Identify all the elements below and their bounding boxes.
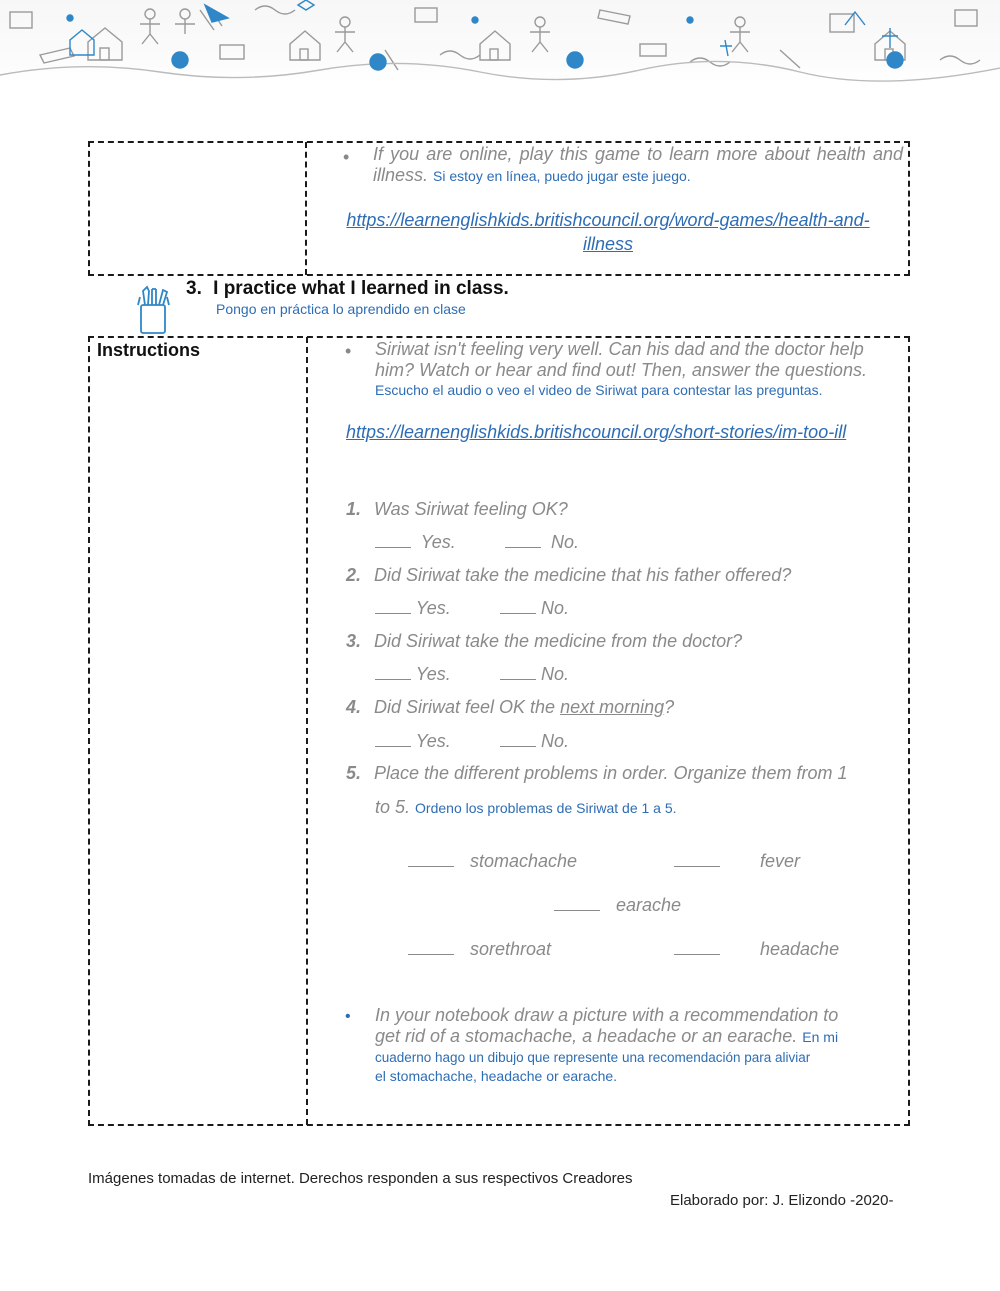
pencil-cup-icon [136,285,172,340]
siriwat-intro: Siriwat isn't feeling very well. Can his dad and the doctor help him? Watch or hear and find out! Then, answer the questions. Escucho el audio o veo el video de Siriwat para contestar las preguntas. [375,339,900,399]
order-headache[interactable]: headache [674,939,839,960]
question-1: 1. Was Siriwat feeling OK? [346,499,568,519]
section-title: I practice what I learned in class. [213,278,509,299]
image-credits: Imágenes tomadas de internet. Derechos responden a sus respectivos Creadores [88,1170,633,1187]
question-4: 4. Did Siriwat feel OK the next morning? [346,697,675,717]
question-5-line2: to 5. Ordeno los problemas de Siriwat de 1 a 5. [375,797,677,817]
answer-3-yes[interactable]: Yes. [375,664,451,685]
siriwat-intro-es: Escucho el audio o veo el video de Siriwat para contestar las preguntas. [375,382,823,398]
order-fever[interactable]: fever [674,851,800,872]
bullet-icon: • [343,147,350,167]
bullet-icon: • [345,341,352,361]
school-doodles-pattern [0,0,1000,82]
answer-4-yes[interactable]: Yes. [375,731,451,752]
section-subtitle: Pongo en práctica lo aprendido en clase [216,301,466,317]
order-sorethroat[interactable]: sorethroat [408,939,551,960]
section-heading [186,278,509,300]
author-credit: Elaborado por: J. Elizondo -2020- [670,1192,894,1209]
answer-4-no[interactable]: No. [500,731,569,752]
story-link[interactable]: https://learnenglishkids.britishcouncil.org/short-stories/im-too-ill [346,422,847,442]
order-earache[interactable]: earache [554,895,681,916]
question-5-es: Ordeno los problemas de Siriwat de 1 a 5. [415,800,677,816]
instructions-label: Instructions [97,340,201,360]
answer-2-yes[interactable]: Yes. [375,598,451,619]
health-game-link[interactable]: https://learnenglishkids.britishcouncil.org/word-games/health-and- illness [346,210,870,254]
answer-2-no[interactable]: No. [500,598,569,619]
section-number: 3. [186,278,202,299]
online-game-instruction: If you are online, play this game to learn more about health and illness. Si estoy en línea, puedo jugar este juego. [373,144,903,185]
notebook-activity: In your notebook draw a picture with a recommendation to get rid of a stomachache, a headache or an earache. En mi cuaderno hago un dibujo que represente una recomendación para aliviar el stomachache, headache or earache. [375,1005,839,1084]
bullet-icon: • [345,1008,351,1025]
order-stomachache[interactable]: stomachache [408,851,577,872]
answer-3-no[interactable]: No. [500,664,569,685]
online-game-instruction-es: Si estoy en línea, puedo jugar este juego. [433,168,691,184]
answer-1-no[interactable]: No. [505,532,579,553]
question-5: 5. Place the different problems in order. Organize them from 1 [346,763,848,783]
question-3: 3. Did Siriwat take the medicine from the doctor? [346,631,743,651]
answer-1-yes[interactable]: Yes. [375,532,456,553]
question-2: 2. Did Siriwat take the medicine that his father offered? [346,565,792,585]
table-divider [306,337,308,1125]
table-divider [305,142,307,275]
header-banner [0,0,1000,82]
